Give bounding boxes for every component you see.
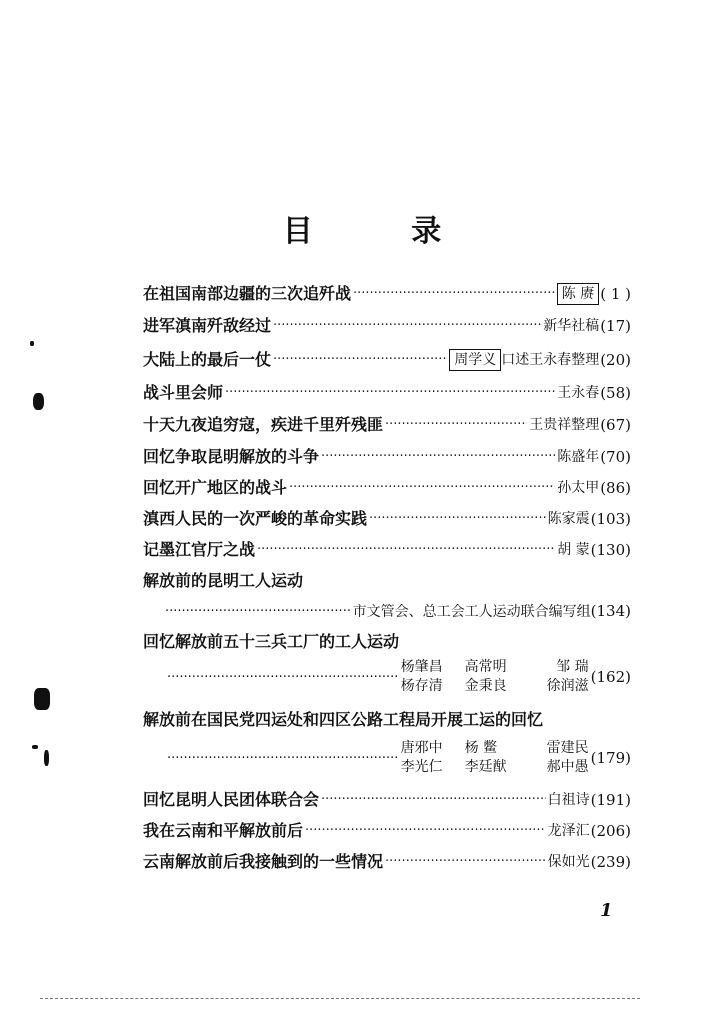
entry-author: 市文管会、总工会工人运动联合编写组 bbox=[352, 604, 591, 620]
entry-author: 陈家震 bbox=[547, 511, 590, 527]
entry-author: 王永春 bbox=[557, 385, 600, 401]
author-name: 杨 鳖 bbox=[464, 740, 498, 756]
entry-title: 回忆开广地区的战斗 bbox=[143, 478, 288, 497]
author-name: 郝中愚 bbox=[546, 759, 589, 775]
toc-entry[interactable] bbox=[143, 413, 631, 437]
entry-author-narrator: 周学义 bbox=[449, 349, 501, 371]
scan-artifact bbox=[30, 341, 34, 346]
author-name: 高常明 bbox=[464, 659, 507, 675]
entry-author: 新华社稿 bbox=[543, 318, 600, 334]
author-name: 邹 瑞 bbox=[556, 659, 589, 675]
toc-entry[interactable] bbox=[143, 381, 631, 405]
entry-title[interactable]: 解放前的昆明工人运动 bbox=[143, 571, 304, 590]
entry-title: 进军滇南歼敌经过 bbox=[143, 316, 272, 335]
leader-dots bbox=[385, 850, 546, 874]
scan-artifact bbox=[32, 745, 38, 749]
entry-author: 王贵祥整理 bbox=[529, 417, 600, 433]
scan-artifact bbox=[33, 393, 44, 410]
page-title: 目 录 bbox=[282, 214, 486, 249]
leader-dots bbox=[353, 282, 555, 306]
entry-title: 战斗里会师 bbox=[143, 383, 224, 402]
entry-page: (162) bbox=[590, 668, 631, 686]
toc-entry[interactable] bbox=[143, 788, 631, 812]
page-number: 1 bbox=[600, 900, 613, 921]
toc-entry[interactable] bbox=[143, 282, 631, 306]
author-name: 李廷猷 bbox=[464, 759, 507, 775]
leader-dots bbox=[273, 348, 447, 372]
leader-dots bbox=[369, 507, 546, 531]
toc-entry[interactable] bbox=[143, 538, 631, 562]
entry-title: 回忆昆明人民团体联合会 bbox=[143, 790, 320, 809]
leader-dots bbox=[321, 788, 546, 812]
entry-author: 孙太甲 bbox=[557, 480, 600, 496]
entry-authors bbox=[401, 739, 589, 777]
entry-author: 陈 赓 bbox=[557, 283, 599, 305]
scan-artifact bbox=[34, 688, 50, 710]
toc-entry-continuation[interactable] bbox=[163, 736, 631, 780]
entry-page: (86) bbox=[600, 479, 631, 497]
entry-page: ( 1 ) bbox=[600, 285, 631, 303]
entry-title: 大陆上的最后一仗 bbox=[143, 350, 272, 369]
leader-dots bbox=[273, 314, 541, 338]
entry-page: (17) bbox=[600, 317, 631, 335]
scan-edge bbox=[40, 998, 640, 999]
author-name: 雷建民 bbox=[546, 740, 589, 756]
toc-entry[interactable] bbox=[143, 445, 631, 469]
entry-page: (70) bbox=[600, 448, 631, 466]
entry-title: 滇西人民的一次严峻的革命实践 bbox=[143, 509, 368, 528]
entry-page: (103) bbox=[590, 510, 631, 528]
leader-dots bbox=[165, 604, 351, 619]
entry-page: (206) bbox=[590, 822, 631, 840]
toc-entry[interactable] bbox=[143, 314, 631, 338]
entry-authors bbox=[401, 658, 589, 696]
entry-author: 口述王永春整理 bbox=[501, 352, 600, 368]
toc-entry-continuation[interactable] bbox=[163, 599, 631, 623]
author-name: 李光仁 bbox=[400, 759, 443, 775]
entry-title: 记墨江官厅之战 bbox=[143, 540, 256, 559]
entry-author: 保如光 bbox=[547, 854, 590, 870]
leader-dots bbox=[167, 751, 397, 766]
toc-entry[interactable] bbox=[143, 348, 631, 372]
leader-dots bbox=[305, 819, 546, 843]
entry-title[interactable]: 解放前在国民党四运处和四区公路工程局开展工运的回忆 bbox=[143, 710, 544, 729]
author-name: 徐润滋 bbox=[546, 678, 589, 694]
toc-entry-continuation[interactable] bbox=[163, 655, 631, 699]
entry-title: 我在云南和平解放前后 bbox=[143, 821, 304, 840]
entry-author: 龙泽汇 bbox=[547, 823, 590, 839]
entry-page: (67) bbox=[600, 416, 631, 434]
author-name: 杨肇昌 bbox=[400, 659, 443, 675]
entry-title: 十天九夜追穷寇，疾进千里歼残匪 bbox=[143, 415, 384, 434]
author-name: 唐邪中 bbox=[400, 740, 443, 756]
entry-page: (191) bbox=[590, 791, 631, 809]
entry-author: 白祖诗 bbox=[547, 792, 590, 808]
entry-page: (20) bbox=[600, 351, 631, 369]
entry-title: 回忆争取昆明解放的斗争 bbox=[143, 447, 320, 466]
entry-page: (179) bbox=[590, 749, 631, 767]
toc-entry[interactable] bbox=[143, 850, 631, 874]
leader-dots bbox=[225, 381, 555, 405]
leader-dots bbox=[289, 476, 555, 500]
toc-entry[interactable] bbox=[143, 507, 631, 531]
entry-page: (239) bbox=[590, 853, 631, 871]
leader-dots bbox=[321, 445, 555, 469]
scan-artifact bbox=[44, 750, 49, 766]
author-name: 金秉良 bbox=[464, 678, 507, 694]
entry-author: 陈盛年 bbox=[557, 449, 600, 465]
toc-entry[interactable] bbox=[143, 476, 631, 500]
leader-dots bbox=[257, 538, 555, 562]
entry-title: 云南解放前后我接触到的一些情况 bbox=[143, 852, 384, 871]
entry-page: (134) bbox=[590, 602, 631, 620]
entry-title: 在祖国南部边疆的三次追歼战 bbox=[143, 284, 352, 303]
entry-page: (130) bbox=[590, 541, 631, 559]
leader-dots bbox=[385, 413, 527, 437]
entry-title[interactable]: 回忆解放前五十三兵工厂的工人运动 bbox=[143, 632, 400, 651]
author-name: 杨存清 bbox=[400, 678, 443, 694]
leader-dots bbox=[167, 670, 397, 685]
toc-entry[interactable] bbox=[143, 819, 631, 843]
entry-page: (58) bbox=[600, 384, 631, 402]
entry-author: 胡 蒙 bbox=[557, 542, 590, 558]
